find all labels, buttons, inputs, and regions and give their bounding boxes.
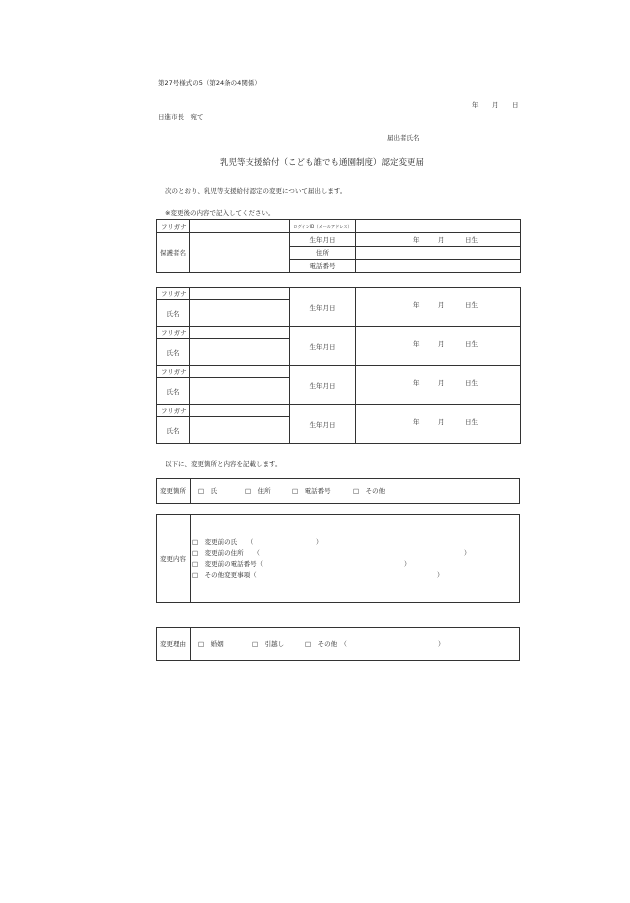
change-location-box <box>156 478 520 504</box>
child-4-name-field[interactable] <box>190 417 290 444</box>
change-location-label: 変更箇所 <box>160 487 186 495</box>
child-4-furigana-field[interactable] <box>190 405 290 417</box>
child-2-birth-year: 年 <box>413 340 420 348</box>
child-3-name-label: 氏名 <box>157 378 190 405</box>
child-4-birth-year: 年 <box>413 418 420 426</box>
document-title: 乳児等支援給付（こども誰でも通園制度）認定変更届 <box>220 158 425 168</box>
reason-moving-checkbox[interactable]: □ 引越し <box>252 640 285 648</box>
child-2-name-label: 氏名 <box>157 339 190 366</box>
child-4-furigana-label: フリガナ <box>157 405 190 417</box>
date-year-label: 年 <box>472 101 479 109</box>
prev-phone-checkbox[interactable]: □ 変更前の電話番号（ <box>192 560 264 568</box>
guardian-birth-month: 月 <box>438 236 445 245</box>
date-month-label: 月 <box>492 101 499 109</box>
child-2-furigana-field[interactable] <box>190 327 290 339</box>
child-4-birth-month: 月 <box>438 418 445 426</box>
change-content-divider <box>190 515 191 602</box>
child-2-birth-day: 日生 <box>465 340 478 348</box>
option-other-checkbox[interactable]: □ その他 <box>353 487 386 495</box>
guardian-furigana-field[interactable] <box>190 220 290 233</box>
login-id-label: ログインID（メールアドレス） <box>290 220 356 233</box>
option-address-checkbox[interactable]: □ 住所 <box>245 487 271 495</box>
option-phone-checkbox[interactable]: □ 電話番号 <box>292 487 331 495</box>
guardian-name-label: 保護者名 <box>157 233 190 273</box>
reason-other-checkbox[interactable]: □ その他 （ <box>305 640 347 648</box>
guardian-address-label: 住所 <box>290 246 356 259</box>
prev-surname-checkbox[interactable]: □ 変更前の氏 （ <box>192 538 254 546</box>
instruction-text: 以下に、変更箇所と内容を記載します。 <box>165 460 282 468</box>
child-1-furigana-label: フリガナ <box>157 288 190 300</box>
child-1-birthdate-field[interactable] <box>356 288 521 327</box>
login-id-field[interactable] <box>356 220 521 233</box>
guardian-address-field[interactable] <box>356 246 521 259</box>
addressee: 日進市長 宛て <box>158 113 204 121</box>
child-3-name-field[interactable] <box>190 378 290 405</box>
guardian-birthdate-label: 生年月日 <box>290 233 356 246</box>
child-2-birthdate-label: 生年月日 <box>290 327 356 366</box>
child-3-birthdate-label: 生年月日 <box>290 366 356 405</box>
option-surname-checkbox[interactable]: □ 氏 <box>198 487 218 495</box>
child-2-birthdate-field[interactable] <box>356 327 521 366</box>
child-3-furigana-label: フリガナ <box>157 366 190 378</box>
change-reason-label: 変更理由 <box>160 640 186 648</box>
reason-marriage-checkbox[interactable]: □ 婚姻 <box>198 640 224 648</box>
other-change-checkbox[interactable]: □ その他変更事項（ <box>192 571 257 579</box>
child-table <box>156 287 521 444</box>
prev-address-checkbox[interactable]: □ 変更前の住所 （ <box>192 549 260 557</box>
child-1-name-label: 氏名 <box>157 300 190 327</box>
child-3-birthdate-field[interactable] <box>356 366 521 405</box>
child-1-birth-month: 月 <box>438 301 445 309</box>
child-3-birth-month: 月 <box>438 379 445 387</box>
prev-phone-close: ） <box>404 560 411 568</box>
date-day-label: 日 <box>512 101 519 109</box>
guardian-birth-day: 日生 <box>465 236 478 245</box>
change-reason-box <box>156 627 520 661</box>
change-content-box <box>156 514 520 603</box>
guardian-phone-label: 電話番号 <box>290 259 356 272</box>
other-change-close: ） <box>437 571 444 579</box>
child-3-furigana-field[interactable] <box>190 366 290 378</box>
note-text: ※変更後の内容で記入してください。 <box>165 209 275 217</box>
guardian-phone-field[interactable] <box>356 259 521 272</box>
child-1-name-field[interactable] <box>190 300 290 327</box>
child-4-name-label: 氏名 <box>157 417 190 444</box>
child-1-furigana-field[interactable] <box>190 288 290 300</box>
change-content-label: 変更内容 <box>160 555 186 563</box>
child-4-birthdate-label: 生年月日 <box>290 405 356 444</box>
child-2-name-field[interactable] <box>190 339 290 366</box>
reason-other-close: ） <box>438 640 445 648</box>
change-location-divider <box>190 479 191 503</box>
guardian-furigana-label: フリガナ <box>157 220 190 233</box>
applicant-name-label: 届出者氏名 <box>387 134 420 142</box>
child-1-birth-year: 年 <box>413 301 420 309</box>
prev-surname-close: ） <box>316 538 323 546</box>
intro-text: 次のとおり、乳児等支援給付認定の変更について届出します。 <box>165 187 347 195</box>
child-3-birth-day: 日生 <box>465 379 478 387</box>
child-4-birthdate-field[interactable] <box>356 405 521 444</box>
change-reason-divider <box>190 628 191 660</box>
child-3-birth-year: 年 <box>413 379 420 387</box>
form-number: 第27号様式の5（第24条の4関係） <box>158 79 261 87</box>
child-2-birth-month: 月 <box>438 340 445 348</box>
guardian-table <box>156 219 521 273</box>
prev-address-close: ） <box>464 549 471 557</box>
child-1-birth-day: 日生 <box>465 301 478 309</box>
child-1-birthdate-label: 生年月日 <box>290 288 356 327</box>
guardian-birthdate-field[interactable] <box>356 233 521 246</box>
guardian-birth-year: 年 <box>413 236 420 245</box>
child-4-birth-day: 日生 <box>465 418 478 426</box>
guardian-name-field[interactable] <box>190 233 290 273</box>
child-2-furigana-label: フリガナ <box>157 327 190 339</box>
